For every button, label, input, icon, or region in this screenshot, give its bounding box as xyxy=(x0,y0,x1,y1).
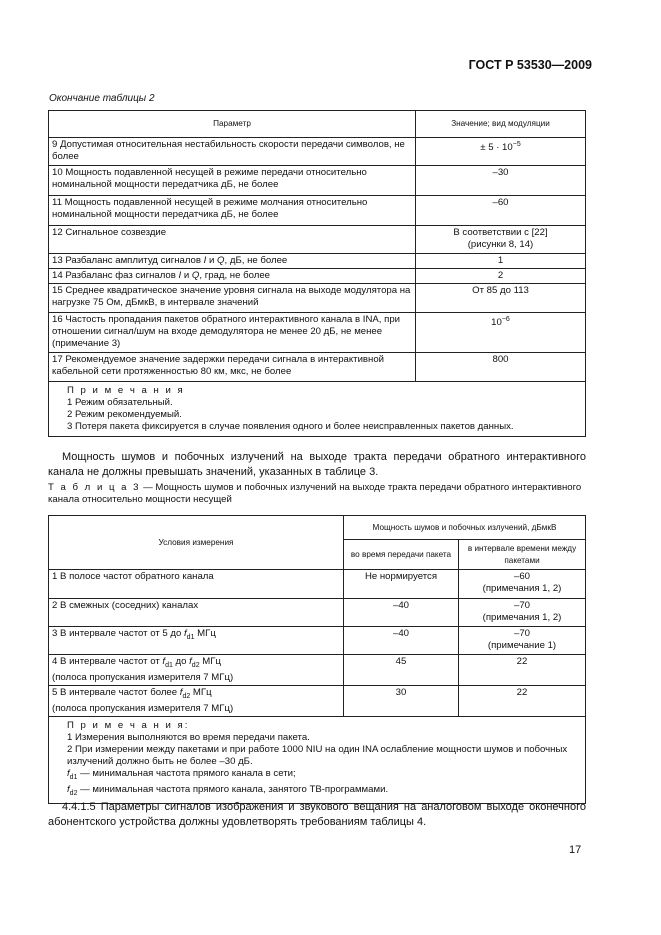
param-cell: 12 Сигнальное созвездие xyxy=(49,226,416,254)
table-row xyxy=(49,166,586,196)
value-cell: 22 xyxy=(459,655,586,686)
document-id: ГОСТ Р 53530—2009 xyxy=(468,58,592,72)
value-cell: От 85 до 113 xyxy=(416,284,586,313)
table-row xyxy=(49,353,586,382)
table-row xyxy=(49,284,586,313)
note: 2 Режим рекомендуемый. xyxy=(67,409,182,420)
table-header-row xyxy=(49,516,586,540)
param-cell: 17 Рекомендуемое значение задержки передачи сигнала в интерактивной кабельной сети протяженностью 80 км, мкс, не более xyxy=(49,353,416,382)
value-cell: ± $5 \cdot 10^{-5}$ xyxy=(416,138,586,166)
note: 3 Потеря пакета фиксируется в случае появления одного и более неисправленных пакетов данных. xyxy=(67,421,514,432)
value-cell: $10^{-6}$ xyxy=(416,313,586,353)
paragraph: Мощность шумов и побочных излучений на выходе тракта передачи обратного интерактивного канала не должны превышать значений, указанных в таблице 3. xyxy=(48,451,586,478)
column-header: в интервале времени между пакетами xyxy=(459,540,586,570)
note: 1 Режим обязательный. xyxy=(67,397,173,408)
notes-row xyxy=(49,716,586,803)
value-cell: Не нормируется xyxy=(344,570,459,599)
value-cell: 1 xyxy=(416,254,586,269)
table-row xyxy=(49,599,586,627)
table-2 xyxy=(48,110,586,437)
table-row xyxy=(49,313,586,353)
table-row xyxy=(49,138,586,166)
note: $f_{d1}$ — минимальная частота прямого канала в сети; xyxy=(67,767,296,781)
paragraph: 4.4.1.5 Параметры сигналов изображения и звукового вещания на аналоговом выходе оконечного абонентского устройства должны удовлетворять требованиям таблицы 4. xyxy=(48,801,586,828)
table-row xyxy=(49,655,586,686)
value-cell: –70 (примечания 1, 2) xyxy=(459,599,586,627)
param-cell: 10 Мощность подавленной несущей в режиме передачи относительно номинальной мощности передатчика дБ, не более xyxy=(49,166,416,196)
value-cell: В соответствии с [22] (рисунки 8, 14) xyxy=(416,226,586,254)
value-cell: 2 xyxy=(416,269,586,284)
notes-cell xyxy=(49,716,586,803)
value-cell: –60 (примечания 1, 2) xyxy=(459,570,586,599)
column-header: Условия измерения xyxy=(49,516,344,570)
value-cell: 800 xyxy=(416,353,586,382)
condition-cell: 5 В интервале частот более $f_{d2}$ МГц (полоса пропускания измерителя 7 МГц) xyxy=(49,685,344,716)
value-cell: –70 (примечание 1) xyxy=(459,627,586,655)
condition-cell: 1 В полосе частот обратного канала xyxy=(49,570,344,599)
table-3 xyxy=(48,515,586,804)
value-cell: –30 xyxy=(416,166,586,196)
column-header: Параметр xyxy=(49,111,416,138)
value-cell: 22 xyxy=(459,685,586,716)
table-row xyxy=(49,254,586,269)
note: 2 При измерении между пакетами и при работе 1000 NIU на один INA ослабление мощности шумов и побочных излучений должно быть не более –30 дБ. xyxy=(67,743,568,767)
table-header-row xyxy=(49,111,586,138)
table-row xyxy=(49,627,586,655)
table3-caption: Т а б л и ц а 3 — Мощность шумов и побочных излучений на выходе тракта передачи обратного интерактивного канала относительно мощности несущей xyxy=(48,482,582,505)
notes-heading: П р и м е ч а н и я xyxy=(67,385,185,396)
condition-cell: 4 В интервале частот от $f_{d1}$ до $f_{d2}$ МГц (полоса пропускания измерителя 7 МГц) xyxy=(49,655,344,686)
table2-caption: Окончание таблицы 2 xyxy=(49,93,155,104)
condition-cell: 2 В смежных (соседних) каналах xyxy=(49,599,344,627)
param-cell: 14 Разбаланс фаз сигналов I и Q, град, не более xyxy=(49,269,416,284)
notes-row xyxy=(49,382,586,437)
column-header: Значение; вид модуляции xyxy=(416,111,586,138)
value-cell: –60 xyxy=(416,196,586,226)
param-cell: 13 Разбаланс амплитуд сигналов I и Q, дБ, не более xyxy=(49,254,416,269)
condition-cell: 3 В интервале частот от 5 до $f_{d1}$ МГц xyxy=(49,627,344,655)
value-cell: 45 xyxy=(344,655,459,686)
table-row xyxy=(49,685,586,716)
param-cell: 15 Среднее квадратическое значение уровня сигнала на выходе модулятора на нагрузке 75 Ом, дБмкВ, в интервале значений xyxy=(49,284,416,313)
param-cell: 11 Мощность подавленной несущей в режиме молчания относительно номинальной мощности передатчика дБ, не более xyxy=(49,196,416,226)
table-row xyxy=(49,269,586,284)
param-cell: 9 Допустимая относительная нестабильность скорости передачи символов, не более xyxy=(49,138,416,166)
page-number: 17 xyxy=(569,844,582,856)
value-cell: –40 xyxy=(344,627,459,655)
note: $f_{d2}$ — минимальная частота прямого канала, занятого ТВ-программами. xyxy=(67,783,389,797)
column-header: во время передачи пакета xyxy=(344,540,459,570)
notes-cell xyxy=(49,382,586,437)
table-row xyxy=(49,196,586,226)
value-cell: 30 xyxy=(344,685,459,716)
table-row xyxy=(49,226,586,254)
table-row xyxy=(49,570,586,599)
column-header: Мощность шумов и побочных излучений, дБмкВ xyxy=(344,516,586,540)
param-cell: 16 Частость пропадания пакетов обратного интерактивного канала в INA, при отношении сигнал/шум на входе демодулятора не менее 20 дБ, не менее (примечание 3) xyxy=(49,313,416,353)
notes-heading: П р и м е ч а н и я: xyxy=(67,719,190,731)
value-cell: –40 xyxy=(344,599,459,627)
note: 1 Измерения выполняются во время передачи пакета. xyxy=(67,731,310,743)
